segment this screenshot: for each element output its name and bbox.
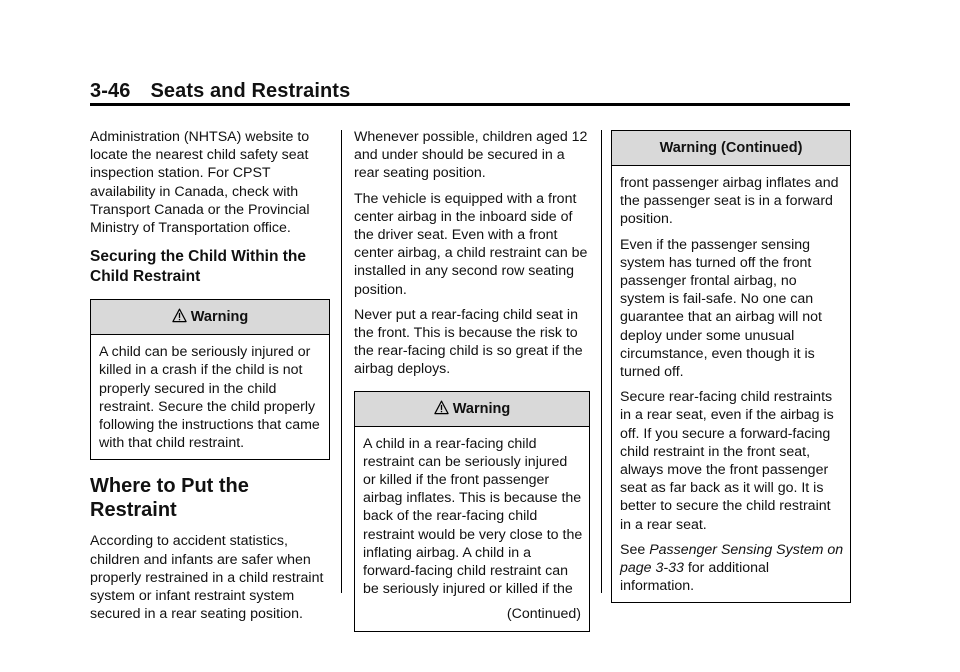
warning-title: Warning — [190, 309, 249, 326]
warning-header — [91, 300, 329, 335]
heading-where-to-put: Where to Put the Restraint — [90, 475, 249, 522]
column-divider-2 — [601, 130, 602, 593]
see-suffix: for additional information. — [620, 560, 770, 595]
warning-box-2 — [354, 391, 590, 632]
column-1 — [90, 128, 330, 630]
warning-title: Warning — [452, 400, 511, 417]
subheading-securing-child: Securing the Child Within the Child Restraint — [90, 248, 306, 286]
see-prefix: See — [620, 541, 650, 558]
cross-reference-link[interactable]: Passenger Sensing System on page 3-33 — [620, 541, 844, 577]
header-rule — [90, 103, 850, 106]
paragraph-2: The vehicle is equipped with a front center airbag in the inboard side of the driver seat. Even with a front center airbag, a child restraint can be installed in any second row seating position. — [354, 190, 588, 298]
warning-triangle-icon — [434, 394, 449, 428]
warning-box-continued — [611, 130, 851, 603]
warning-text: A child can be seriously injured or killed in a crash if the child is not properly secured in the child restraint. Secure the child properly following the instructions that came with that child restraint. — [99, 344, 320, 452]
warning-paragraph-3: Secure rear-facing child restraints in a rear seat, even if the airbag is off. If you secure a forward-facing child restraint in the front seat, always move the front passenger seat as far back as it will go. It is better to secure the child restraint in a rear seat. — [620, 389, 834, 533]
warning-header — [355, 392, 589, 427]
warning-title: Warning (Continued) — [659, 140, 803, 156]
column-divider-1 — [341, 130, 342, 593]
continued-label: (Continued) — [506, 606, 581, 623]
warning-paragraph-4 — [620, 541, 844, 596]
warning-box-1 — [90, 299, 330, 460]
page-header — [90, 80, 350, 103]
warning-paragraph-2: Even if the passenger sensing system has turned off the front passenger frontal airbag, no system is fail-safe. No one can guarantee that an airbag will not deploy under some unusual circumstance, even though it is turned off. — [620, 236, 822, 381]
warning-header — [612, 131, 850, 166]
paragraph-3: Never put a rear-facing child seat in the front. This is because the risk to the rear-facing child is so great if the airbag deploys. — [354, 306, 583, 378]
warning-text: A child in a rear-facing child restraint can be seriously injured or killed if the front passenger airbag inflates. This is because the back of the rear-facing child restraint would be very close to the inflating airbag. A child in a forward-facing child restraint can be seriously injured or killed if the — [363, 435, 583, 598]
column-3 — [611, 130, 851, 603]
column-2 — [354, 128, 590, 632]
page-number: 3-46 — [90, 80, 131, 102]
intro-paragraph: Administration (NHTSA) website to locate the nearest child safety seat inspection station. For CPST availability in Canada, check with Transport Canada or the Provincial Ministry of Transportation office. — [90, 129, 310, 237]
section-title: Seats and Restraints — [150, 80, 351, 102]
paragraph-1: Whenever possible, children aged 12 and under should be secured in a rear seating position. — [354, 129, 588, 182]
body-paragraph: According to accident statistics, children and infants are safer when properly restrained in a child restraint system or infant restraint system secured in a rear seating position. — [90, 533, 324, 623]
warning-paragraph-1: front passenger airbag inflates and the passenger seat is in a forward position. — [620, 175, 839, 228]
warning-triangle-icon — [172, 302, 187, 336]
